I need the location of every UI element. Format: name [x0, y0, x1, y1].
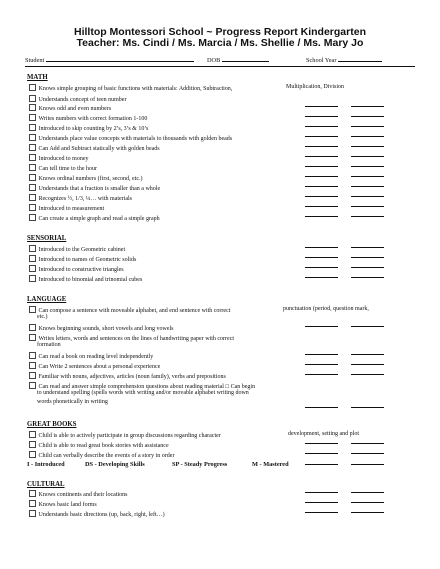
dob-blank[interactable]: [222, 55, 269, 62]
math-item: Knows ordinal numbers (first, second, etc.): [29, 174, 142, 184]
sensorial-item: Introduced to names of Geometric solids: [29, 255, 136, 265]
grade-blank[interactable]: [305, 116, 338, 117]
grade-blank[interactable]: [305, 186, 338, 187]
section-math-heading: MATH: [27, 74, 48, 81]
checkbox-icon[interactable]: [29, 306, 36, 313]
language-item-extra: punctuation (period, question mark,: [283, 306, 369, 312]
grade-blank[interactable]: [305, 146, 338, 147]
grade-blank[interactable]: [305, 512, 338, 513]
checkbox-icon[interactable]: [29, 134, 36, 141]
grade-blank[interactable]: [305, 277, 338, 278]
grade-blank[interactable]: [305, 176, 338, 177]
checkbox-icon[interactable]: [29, 144, 36, 151]
checkbox-icon[interactable]: [29, 431, 36, 438]
checkbox-icon[interactable]: [29, 441, 36, 448]
grade-blank[interactable]: [351, 116, 384, 117]
math-item: Introduced to skip counting by 2’s, 3’s & 10’s: [29, 124, 148, 134]
grade-blank[interactable]: [351, 354, 384, 355]
grade-blank[interactable]: [351, 453, 384, 454]
grade-blank[interactable]: [305, 257, 338, 258]
math-item: Knows odd and even numbers: [29, 104, 111, 114]
language-item-continued: etc.): [37, 314, 48, 320]
checkbox-icon[interactable]: [29, 490, 36, 497]
cultural-item: Understands basic directions (up, back, right, left…): [29, 510, 165, 520]
grade-blank[interactable]: [305, 156, 338, 157]
great-books-item-extra: development, setting and plot: [288, 431, 359, 437]
grade-blank[interactable]: [351, 136, 384, 137]
checkbox-icon[interactable]: [29, 174, 36, 181]
checkbox-icon[interactable]: [29, 352, 36, 359]
great-books-item: Child is able to actively participate in group discussions regarding character: [29, 431, 221, 441]
grade-blank[interactable]: [351, 464, 384, 465]
checkbox-icon[interactable]: [29, 214, 36, 221]
legend-introduced: I - Introduced: [27, 461, 65, 468]
sensorial-item: Introduced to binomial and trinomial cubes: [29, 275, 142, 285]
grade-blank[interactable]: [351, 216, 384, 217]
language-item: Can compose a sentence with moveable alphabet, and end sentence with correct: [29, 306, 230, 316]
math-item: Recognizes ½, 1/3, ¼… with materials: [29, 194, 132, 204]
grade-blank[interactable]: [351, 257, 384, 258]
checkbox-icon[interactable]: [29, 245, 36, 252]
student-label: Student: [25, 57, 45, 64]
grade-blank[interactable]: [305, 196, 338, 197]
student-field[interactable]: [25, 55, 194, 64]
checkbox-icon[interactable]: [29, 275, 36, 282]
cultural-item: Knows continents and their locations: [29, 490, 127, 500]
checkbox-icon[interactable]: [29, 265, 36, 272]
grade-blank[interactable]: [351, 176, 384, 177]
checkbox-icon[interactable]: [29, 84, 36, 91]
school-year-blank[interactable]: [338, 55, 382, 62]
checkbox-icon[interactable]: [29, 255, 36, 262]
checkbox-icon[interactable]: [29, 334, 36, 341]
checkbox-icon[interactable]: [29, 362, 36, 369]
teacher-line: Teacher: Ms. Cindi / Ms. Marcia / Ms. Shellie / Ms. Mary Jo: [76, 37, 364, 49]
sensorial-item: Introduced to constructive triangles: [29, 265, 124, 275]
language-item: Knows beginning sounds, short vowels and long vowels: [29, 324, 174, 334]
language-item: Can read and answer simple comprehension questions about reading material □ Can begin: [29, 382, 255, 392]
grade-blank[interactable]: [305, 106, 338, 107]
checkbox-icon[interactable]: [29, 114, 36, 121]
grade-blank[interactable]: [305, 492, 338, 493]
checkbox-icon[interactable]: [29, 510, 36, 517]
checkbox-icon[interactable]: [29, 324, 36, 331]
legend-mastered: M - Mastered: [252, 461, 289, 468]
student-blank[interactable]: [46, 55, 194, 62]
grade-blank[interactable]: [305, 374, 338, 375]
math-item: Understands that a fraction is smaller than a whole: [29, 184, 160, 194]
grade-blank[interactable]: [305, 443, 338, 444]
grade-blank[interactable]: [351, 502, 384, 503]
grade-blank[interactable]: [305, 247, 338, 248]
language-item: Can read a book on reading level independently: [29, 352, 153, 362]
language-item-continued: formation: [37, 342, 61, 348]
checkbox-icon[interactable]: [29, 104, 36, 111]
grade-blank[interactable]: [351, 247, 384, 248]
grade-blank[interactable]: [305, 502, 338, 503]
great-books-item: Child can verbally describe the events of a story in order: [29, 451, 174, 461]
grade-blank[interactable]: [351, 146, 384, 147]
grade-blank[interactable]: [305, 326, 338, 327]
language-item: Familiar with nouns, adjectives, articles (noun family), verbs and prepositions: [29, 372, 226, 382]
checkbox-icon[interactable]: [29, 124, 36, 131]
grade-blank[interactable]: [351, 326, 384, 327]
cultural-item: Knows basic land forms: [29, 500, 97, 510]
checkbox-icon[interactable]: [29, 500, 36, 507]
grade-blank[interactable]: [305, 216, 338, 217]
dob-field[interactable]: [207, 55, 269, 64]
grade-blank[interactable]: [305, 206, 338, 207]
math-item: Can Add and Subtract statically with golden beads: [29, 144, 160, 154]
grade-blank[interactable]: [351, 267, 384, 268]
great-books-item: Child is able to read great book stories with assistance: [29, 441, 169, 451]
grade-blank[interactable]: [305, 166, 338, 167]
checkbox-icon[interactable]: [29, 194, 36, 201]
grade-blank[interactable]: [305, 136, 338, 137]
math-item: Understands place value concepts with materials to thousands with golden beads: [29, 134, 232, 144]
grade-blank[interactable]: [305, 354, 338, 355]
grade-blank[interactable]: [305, 464, 338, 465]
checkbox-icon[interactable]: [29, 184, 36, 191]
section-sensorial-heading: SENSORIAL: [27, 235, 67, 242]
math-item: Introduced to money: [29, 154, 89, 164]
language-item-continued: to understand spelling (spells words with writing and/or movable alphabet writing down: [37, 390, 249, 396]
checkbox-icon[interactable]: [29, 164, 36, 171]
language-item-continued: words phonetically in writing: [37, 399, 108, 405]
grade-blank[interactable]: [305, 364, 338, 365]
grade-blank[interactable]: [351, 206, 384, 207]
grade-blank[interactable]: [351, 443, 384, 444]
grade-blank[interactable]: [305, 126, 338, 127]
school-year-field[interactable]: [306, 55, 382, 64]
section-great-books-heading: GREAT BOOKS: [27, 421, 77, 428]
grade-blank[interactable]: [351, 186, 384, 187]
math-item: Can tell time to the hour: [29, 164, 97, 174]
grade-blank[interactable]: [351, 512, 384, 513]
checkbox-icon[interactable]: [29, 204, 36, 211]
section-language-heading: LANGUAGE: [27, 296, 67, 303]
language-item: Can Write 2 sentences about a personal experience: [29, 362, 160, 372]
grade-blank[interactable]: [351, 277, 384, 278]
header-divider: [25, 66, 415, 67]
sensorial-item: Introduced to the Geometric cabinet: [29, 245, 125, 255]
math-item: Can create a simple graph and read a simple graph: [29, 214, 160, 224]
checkbox-icon[interactable]: [29, 382, 36, 389]
grade-blank[interactable]: [305, 267, 338, 268]
grade-blank[interactable]: [351, 364, 384, 365]
checkbox-icon[interactable]: [29, 372, 36, 379]
language-item: Writes letters, words and sentences on the lines of handwriting paper with correct: [29, 334, 234, 344]
grade-blank[interactable]: [351, 492, 384, 493]
dob-label: DOB: [207, 57, 221, 64]
grade-blank[interactable]: [305, 453, 338, 454]
school-year-label: School Year: [306, 57, 337, 64]
checkbox-icon[interactable]: [29, 154, 36, 161]
checkbox-icon[interactable]: [29, 451, 36, 458]
section-cultural-heading: CULTURAL: [27, 481, 65, 488]
grade-blank[interactable]: [351, 374, 384, 375]
math-item: Writes numbers with correct formation 1-100: [29, 114, 147, 124]
grade-blank[interactable]: [351, 126, 384, 127]
math-item: Introduced to measurement: [29, 204, 104, 214]
legend-developing-skills: DS - Developing Skills: [85, 461, 145, 468]
grade-blank[interactable]: [351, 166, 384, 167]
checkbox-icon[interactable]: [29, 95, 36, 102]
math-item-extra: Multiplication, Division: [286, 84, 344, 90]
grade-blank[interactable]: [351, 106, 384, 107]
math-item: Understands concept of teen number: [29, 95, 126, 105]
grade-blank[interactable]: [351, 196, 384, 197]
grade-blank[interactable]: [351, 407, 384, 408]
report-title: Hilltop Montessori School ~ Progress Report Kindergarten: [73, 26, 366, 38]
math-item: Knows simple grouping of basic functions with materials: Addition, Subtraction,: [29, 84, 232, 94]
grade-blank[interactable]: [351, 156, 384, 157]
grade-blank[interactable]: [305, 407, 338, 408]
legend-steady-progress: SP - Steady Progress: [172, 461, 228, 468]
